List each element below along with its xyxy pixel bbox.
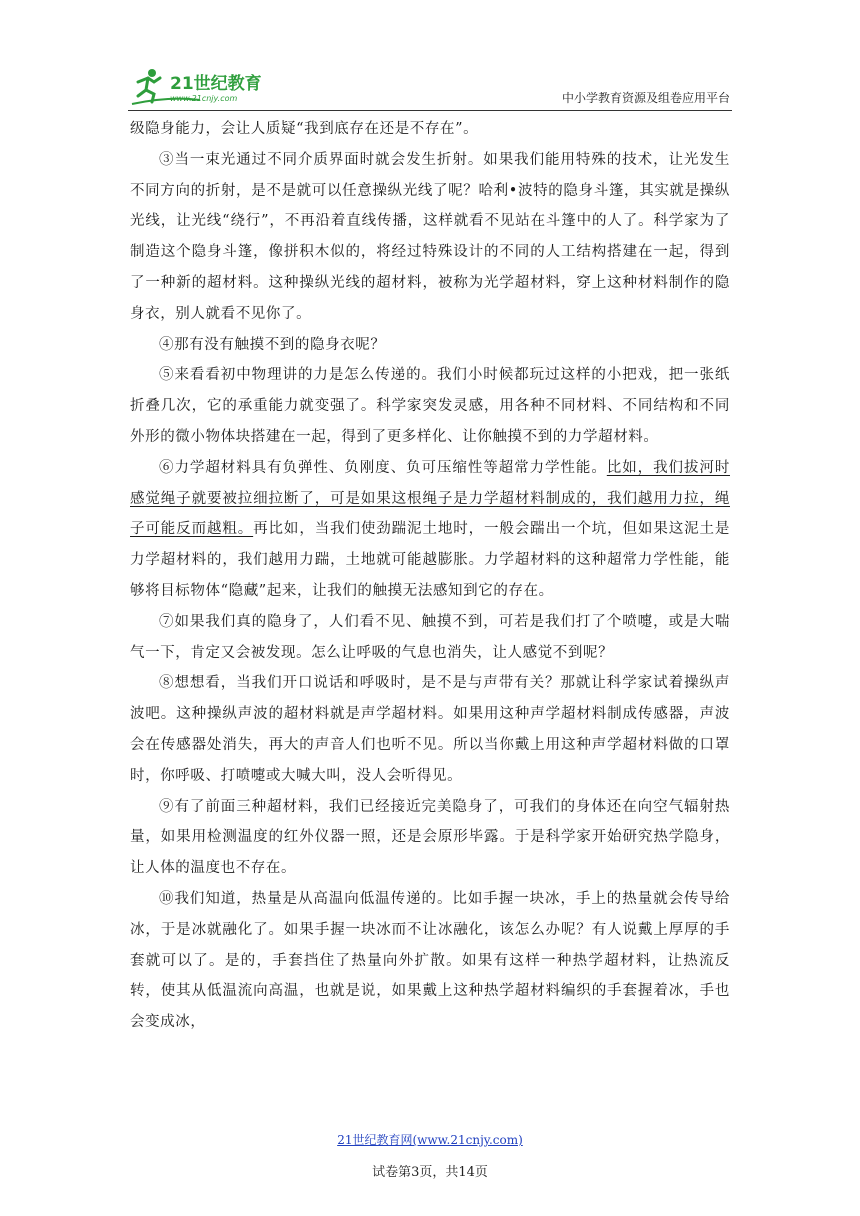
page-number: 试卷第3页，共14页 (372, 1165, 488, 1180)
runner-logo-icon (130, 66, 280, 108)
site-logo[interactable] (130, 66, 280, 108)
paragraph-8: ⑧想想看，当我们开口说话和呼吸时，是不是与声带有关？那就让科学家试着操纵声波吧。这种操纵声波的超材料就是声学超材料。如果用这种声学超材料制成传感器，声波会在传感器处消失，再大的声音人们也听不见。所以当你戴上用这种声学超材料做的口罩时，你呼吸、打喷嚏或大喊大叫，没人会听得见。 (130, 675, 730, 784)
platform-title: 中小学教育资源及组卷应用平台 (561, 91, 730, 105)
underlined-sentence: 比如，我们拔河时感觉绳子就要被拉细拉断了，可是如果这根绳子是力学超材料制成的，我们越用力拉，绳子可能反而越粗。 (130, 459, 730, 538)
logo-url: www.21cnjy.com (170, 94, 238, 103)
paragraph-9: ⑨有了前面三种超材料，我们已经接近完美隐身了，可我们的身体还在向空气辐射热量，如果用检测温度的红外仪器一照，还是会原形毕露。于是科学家开始研究热学隐身，让人体的温度也不存在。 (130, 798, 730, 877)
paragraph-6 (130, 453, 730, 607)
paragraph-6-rest: 再比如，当我们使劲踹泥土地时，一般会踹出一个坑，但如果这泥土是力学超材料的，我们越用力踹，土地就可能越膨胀。力学超材料的这种超常力学性能，能够将目标物体“隐藏”起来，让我们的触摸无法感知到它的存在。 (130, 521, 730, 599)
footer-site-link[interactable]: 21世纪教育网(www.21cnjy.com) (337, 1133, 523, 1147)
paragraph-continued: 级隐身能力，会让人质疑“我到底存在还是不存在”。 (130, 121, 479, 137)
article-body (130, 114, 730, 1038)
paragraph-6-intro: ⑥力学超材料具有负弹性、负刚度、负可压缩性等超常力学性能。 (159, 459, 607, 476)
paragraph-5: ⑤来看看初中物理讲的力是怎么传递的。我们小时候都玩过这样的小把戏，把一张纸折叠几次，它的承重能力就变强了。科学家突发灵感，用各种不同材料、不同结构和不同外形的微小物体块搭建在一起，得到了更多样化、让你触摸不到的力学超材料。 (130, 367, 730, 445)
paragraph-4: ④那有没有触摸不到的隐身衣呢？ (159, 336, 386, 353)
page-header (128, 64, 732, 111)
paragraph-3: ③当一束光通过不同介质界面时就会发生折射。如果我们能用特殊的技术，让光发生不同方向的折射，是不是就可以任意操纵光线了呢？哈利•波特的隐身斗篷，其实就是操纵光线，让光线“绕行”，不再沿着直线传播，这样就看不见站在斗篷中的人了。科学家为了制造这个隐身斗篷，像拼积木似的，将经过特殊设计的不同的人工结构搭建在一起，得到了一种新的超材料。这种操纵光线的超材料，被称为光学超材料，穿上这种材料制作的隐身衣，别人就看不见你了。 (130, 151, 730, 322)
paragraph-7: ⑦如果我们真的隐身了，人们看不见、触摸不到，可若是我们打了个喷嚏，或是大喘气一下，肯定又会被发现。怎么让呼吸的气息也消失，让人感觉不到呢？ (130, 613, 730, 661)
paragraph-10: ⑩我们知道，热量是从高温向低温传递的。比如手握一块冰，手上的热量就会传导给冰，于是冰就融化了。如果手握一块冰而不让冰融化，该怎么办呢？有人说戴上厚厚的手套就可以了。是的，手套挡住了热量向外扩散。如果有这样一种热学超材料，让热流反转，使其从低温流向高温，也就是说，如果戴上这种热学超材料编织的手套握着冰，手也会变成冰， (130, 890, 730, 1031)
logo-title: 21世纪教育 (170, 74, 262, 94)
